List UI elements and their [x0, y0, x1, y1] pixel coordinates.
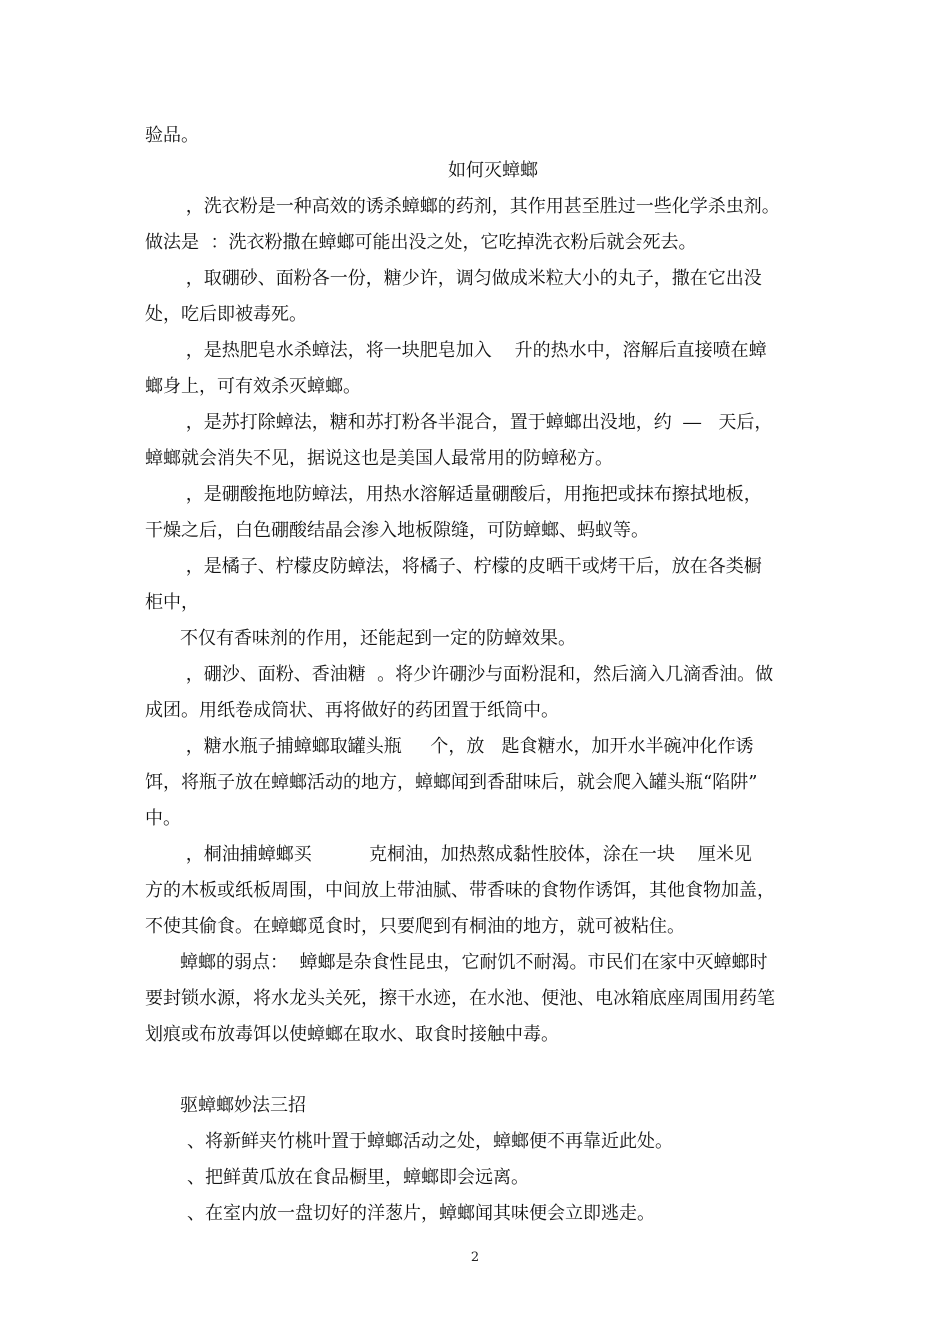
method-line: ，是热肥皂水杀蟑法，将一块肥皂加入 升的热水中，溶解后直接喷在蟑: [180, 340, 767, 361]
method-line: 不仅有香味剂的作用，还能起到一定的防蟑效果。: [180, 628, 576, 649]
tips-title: 驱蟑螂妙法三招: [180, 1095, 306, 1116]
method-line: ，糖水瓶子捕蟑螂取罐头瓶 个，放 匙食糖水，加开水半碗冲化作诱: [180, 736, 754, 757]
method-line: 柜中，: [145, 592, 199, 613]
article-title: 如何灭蟑螂: [448, 160, 538, 181]
method-line: ，是橘子、柠檬皮防蟑法，将橘子、柠檬的皮晒干或烤干后，放在各类橱: [180, 556, 762, 577]
method-line: 方的木板或纸板周围，中间放上带油腻、带香味的食物作诱饵，其他食物加盖，: [145, 880, 775, 901]
method-line: ，桐油捕蟑螂买 克桐油，加热熬成黏性胶体，涂在一块 厘米见: [180, 844, 752, 865]
method-line: 处，吃后即被毒死。: [145, 304, 307, 325]
method-line: ，洗衣粉是一种高效的诱杀蟑螂的药剂，其作用甚至胜过一些化学杀虫剂。: [180, 196, 780, 217]
intro-text: 验品。: [145, 125, 199, 146]
method-line: 饵，将瓶子放在蟑螂活动的地方，蟑螂闻到香甜味后，就会爬入罐头瓶“陷阱”: [145, 772, 758, 793]
method-line: 螂身上，可有效杀灭蟑螂。: [145, 376, 361, 397]
weakness-line: 要封锁水源，将水龙头关死，擦干水迹，在水池、便池、电冰箱底座周围用药笔: [145, 988, 775, 1009]
method-line: 不使其偷食。在蟑螂觅食时，只要爬到有桐油的地方，就可被粘住。: [145, 916, 685, 937]
method-line: ，取硼砂、面粉各一份，糖少许，调匀做成米粒大小的丸子，撒在它出没: [180, 268, 762, 289]
tip-item: 、把鲜黄瓜放在食品橱里，蟑螂即会远离。: [187, 1167, 529, 1188]
weakness-line: 划痕或布放毒饵以使蟑螂在取水、取食时接触中毒。: [145, 1024, 559, 1045]
weakness-line: 蟑螂的弱点： 蟑螂是杂食性昆虫，它耐饥不耐渴。市民们在家中灭蟑螂时: [180, 952, 768, 973]
method-line: 干燥之后，白色硼酸结晶会渗入地板隙缝，可防蟑螂、蚂蚁等。: [145, 520, 649, 541]
method-line: 做法是 ：洗衣粉撒在蟑螂可能出没之处，它吃掉洗衣粉后就会死去。: [145, 232, 697, 253]
method-line: 蟑螂就会消失不见，据说这也是美国人最常用的防蟑秘方。: [145, 448, 613, 469]
method-line: 中。: [145, 808, 181, 829]
page-number: 2: [470, 1250, 480, 1265]
method-line: 成团。用纸卷成筒状、再将做好的药团置于纸筒中。: [145, 700, 559, 721]
method-line: ，是硼酸拖地防蟑法，用热水溶解适量硼酸后，用拖把或抹布擦拭地板，: [180, 484, 762, 505]
tip-item: 、将新鲜夹竹桃叶置于蟑螂活动之处，蟑螂便不再靠近此处。: [187, 1131, 673, 1152]
method-line: ，是苏打除蟑法，糖和苏打粉各半混合，置于蟑螂出没地，约 ― 天后，: [180, 412, 773, 433]
tip-item: 、在室内放一盘切好的洋葱片，蟑螂闻其味便会立即逃走。: [187, 1203, 655, 1224]
method-line: ，硼沙、面粉、香油糖 。将少许硼沙与面粉混和，然后滴入几滴香油。做: [180, 664, 774, 685]
